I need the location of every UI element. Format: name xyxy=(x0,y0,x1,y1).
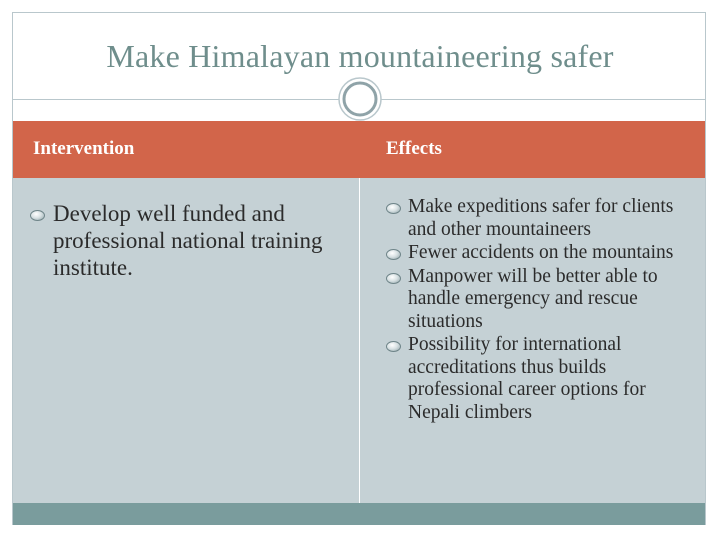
list-item xyxy=(386,196,696,241)
list-item xyxy=(386,266,696,334)
list-item-text: Fewer accidents on the mountains xyxy=(408,242,674,263)
oval-bullet-icon xyxy=(386,249,401,260)
oval-bullet-icon xyxy=(386,341,401,352)
footer-band xyxy=(13,503,705,525)
header-intervention: Intervention xyxy=(33,138,135,159)
oval-bullet-icon xyxy=(386,203,401,214)
oval-bullet-icon xyxy=(30,210,45,221)
header-effects: Effects xyxy=(386,138,442,159)
list-item-text: Manpower will be better able to handle emergency and rescue situations xyxy=(408,265,658,332)
list-item-text: Develop well funded and professional national training institute. xyxy=(53,201,323,280)
list-item-text: Make expeditions safer for clients and other mountaineers xyxy=(408,196,674,240)
effects-list xyxy=(386,196,696,425)
circle-ornament-icon xyxy=(338,77,382,121)
column-divider xyxy=(359,178,360,503)
slide-title: Make Himalayan mountaineering safer xyxy=(106,38,614,74)
list-item xyxy=(30,200,330,281)
list-item-text: Possibility for international accreditations thus builds professional career options for Nepali climbers xyxy=(408,334,646,423)
list-item xyxy=(386,242,696,265)
list-item xyxy=(386,334,696,424)
intervention-list xyxy=(30,200,330,281)
oval-bullet-icon xyxy=(386,273,401,284)
